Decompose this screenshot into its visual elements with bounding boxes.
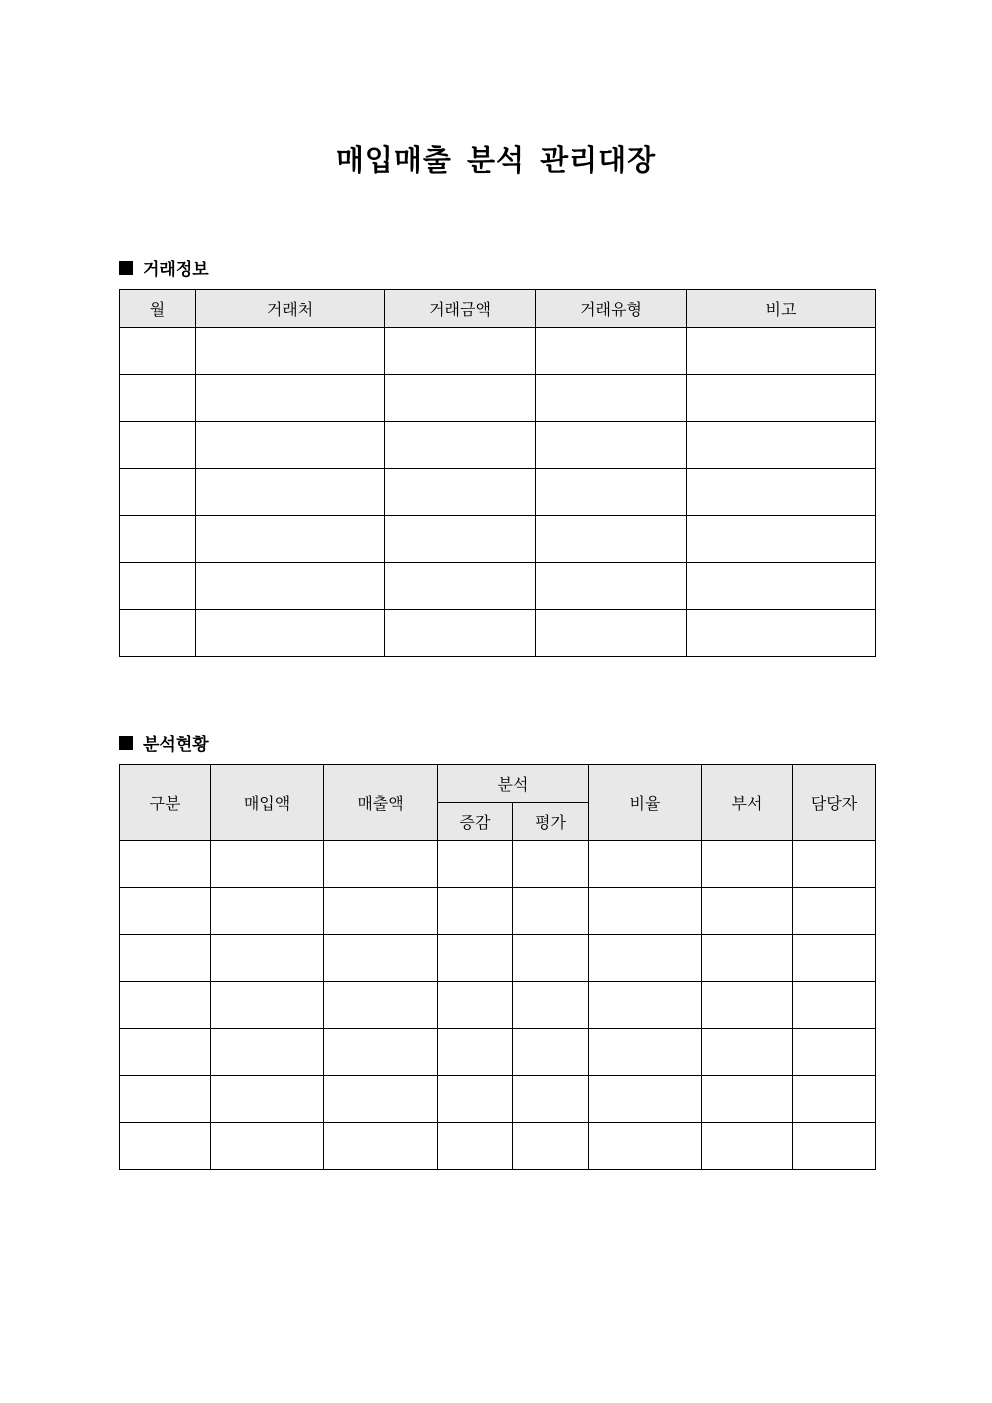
table-cell[interactable] [589,982,702,1029]
table-cell[interactable] [438,982,513,1029]
table-row [120,610,876,657]
table-cell[interactable] [120,375,196,422]
table-row [120,888,876,935]
table-cell[interactable] [324,935,438,982]
table-header-row [120,765,876,803]
table-cell[interactable] [211,888,324,935]
table-cell[interactable] [385,610,536,657]
table-cell[interactable] [196,610,385,657]
section-heading-label: 거래정보 [143,260,209,280]
table-cell[interactable] [793,1076,876,1123]
header-sales: 매출액 [324,765,438,841]
table-cell[interactable] [687,563,876,610]
table-row [120,375,876,422]
table-cell[interactable] [120,516,196,563]
table-cell[interactable] [536,422,687,469]
table-cell[interactable] [385,516,536,563]
table-cell[interactable] [513,1076,589,1123]
table-cell[interactable] [120,610,196,657]
header-change: 증감 [438,803,513,841]
table-cell[interactable] [536,469,687,516]
table-cell[interactable] [793,935,876,982]
table-cell[interactable] [120,1029,211,1076]
table-cell[interactable] [211,982,324,1029]
table-row [120,982,876,1029]
table-cell[interactable] [324,1029,438,1076]
table-cell[interactable] [211,841,324,888]
table-cell[interactable] [324,1076,438,1123]
table-cell[interactable] [536,563,687,610]
header-evaluation: 평가 [513,803,589,841]
table-row [120,1029,876,1076]
table-cell[interactable] [702,935,793,982]
table-cell[interactable] [196,563,385,610]
table-cell[interactable] [687,610,876,657]
table-cell[interactable] [211,1029,324,1076]
table-cell[interactable] [513,1029,589,1076]
table-cell[interactable] [702,841,793,888]
trade-info-table [119,289,876,657]
table-cell[interactable] [196,469,385,516]
header-department: 부서 [702,765,793,841]
table-cell[interactable] [513,841,589,888]
header-note: 비고 [687,290,876,328]
table-cell[interactable] [120,328,196,375]
table-cell[interactable] [385,422,536,469]
table-cell[interactable] [211,1123,324,1170]
table-cell[interactable] [438,841,513,888]
table-row [120,422,876,469]
header-ratio: 비율 [589,765,702,841]
table-cell[interactable] [196,328,385,375]
header-partner: 거래처 [196,290,385,328]
table-cell[interactable] [438,1029,513,1076]
header-manager: 담당자 [793,765,876,841]
table-row [120,1076,876,1123]
table-cell[interactable] [687,469,876,516]
table-cell[interactable] [196,516,385,563]
table-cell[interactable] [536,516,687,563]
table-cell[interactable] [120,935,211,982]
table-cell[interactable] [120,888,211,935]
table-cell[interactable] [536,375,687,422]
table-cell[interactable] [589,888,702,935]
table-cell[interactable] [793,888,876,935]
section-heading-analysis [119,730,209,755]
header-month: 월 [120,290,196,328]
table-cell[interactable] [120,422,196,469]
section-heading-label: 분석현황 [143,735,209,755]
table-cell[interactable] [120,1123,211,1170]
table-cell[interactable] [211,935,324,982]
table-cell[interactable] [589,935,702,982]
table-cell[interactable] [536,328,687,375]
table-row [120,1123,876,1170]
table-cell[interactable] [702,1029,793,1076]
table-cell[interactable] [589,1123,702,1170]
table-cell[interactable] [687,375,876,422]
table-cell[interactable] [793,1123,876,1170]
table-cell[interactable] [385,328,536,375]
header-amount: 거래금액 [385,290,536,328]
table-cell[interactable] [687,422,876,469]
table-cell[interactable] [702,1123,793,1170]
header-category: 구분 [120,765,211,841]
table-cell[interactable] [589,1029,702,1076]
table-cell[interactable] [211,1076,324,1123]
table-cell[interactable] [324,888,438,935]
table-cell[interactable] [324,1123,438,1170]
table-cell[interactable] [702,982,793,1029]
table-cell[interactable] [687,328,876,375]
header-purchase: 매입액 [211,765,324,841]
table-cell[interactable] [513,982,589,1029]
header-analysis: 분석 [438,765,589,803]
analysis-status-table [119,764,876,1170]
table-cell[interactable] [536,610,687,657]
table-cell[interactable] [702,1076,793,1123]
table-cell[interactable] [196,375,385,422]
table-cell[interactable] [438,888,513,935]
table-cell[interactable] [120,982,211,1029]
table-row [120,328,876,375]
table-cell[interactable] [385,375,536,422]
table-cell[interactable] [589,841,702,888]
table-cell[interactable] [120,1076,211,1123]
table-row [120,563,876,610]
table-cell[interactable] [385,469,536,516]
table-row [120,469,876,516]
square-bullet-icon [119,261,133,275]
document-title: 매입매출 분석 관리대장 [335,143,657,177]
table-cell[interactable] [513,935,589,982]
table-cell[interactable] [438,935,513,982]
table-cell[interactable] [324,982,438,1029]
table-cell[interactable] [793,1029,876,1076]
table-row [120,841,876,888]
table-cell[interactable] [793,841,876,888]
table-cell[interactable] [687,516,876,563]
table-cell[interactable] [385,563,536,610]
section-heading-trade [119,255,209,280]
table-cell[interactable] [324,841,438,888]
table-cell[interactable] [513,1123,589,1170]
table-row [120,935,876,982]
square-bullet-icon [119,736,133,750]
table-cell[interactable] [793,982,876,1029]
table-cell[interactable] [196,422,385,469]
table-cell[interactable] [438,1076,513,1123]
table-cell[interactable] [120,563,196,610]
table-cell[interactable] [702,888,793,935]
table-cell[interactable] [589,1076,702,1123]
table-cell[interactable] [513,888,589,935]
table-cell[interactable] [120,841,211,888]
table-cell[interactable] [120,469,196,516]
table-header-row [120,290,876,328]
header-type: 거래유형 [536,290,687,328]
table-cell[interactable] [438,1123,513,1170]
table-row [120,516,876,563]
